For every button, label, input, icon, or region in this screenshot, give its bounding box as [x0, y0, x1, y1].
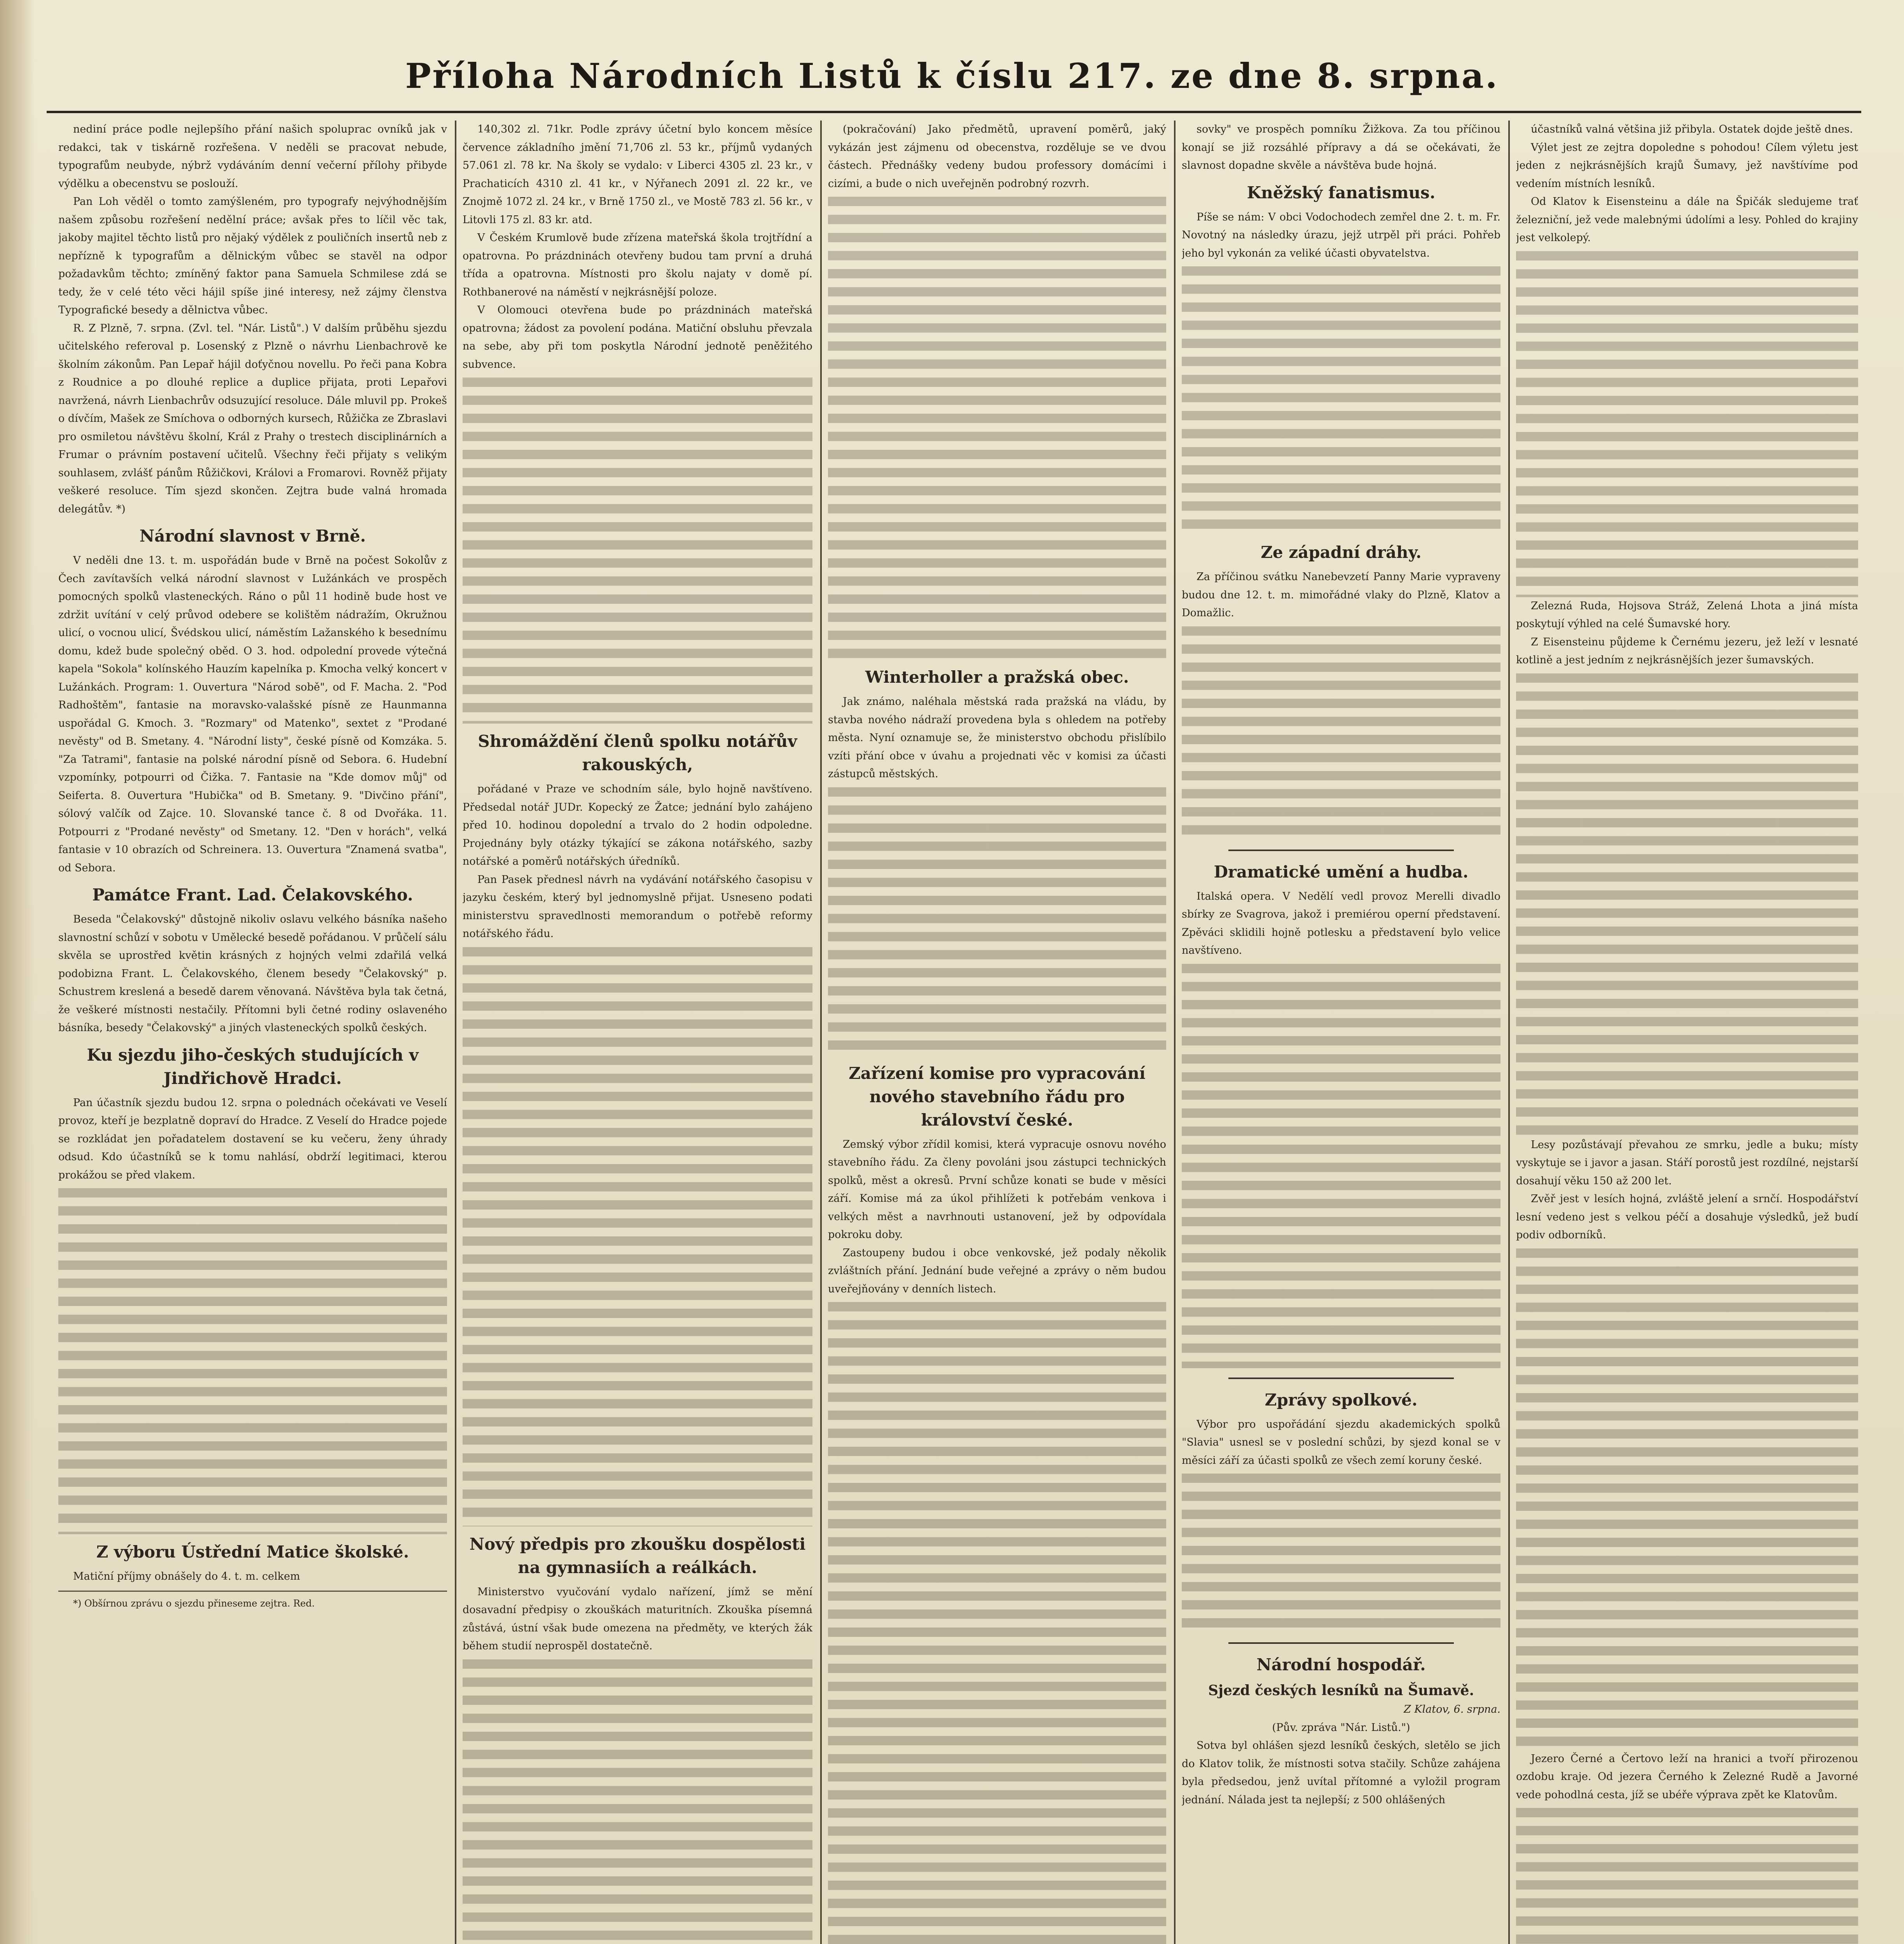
- article-paragraph: Zvěř jest v lesích hojná, zvláště jelení a srnčí. Hospodářství lesní vedeno jest s velkou péčí a dosahuje výsledků, jež budí podiv odborníků.: [1516, 1193, 1858, 1241]
- article-paragraph: sovky" ve prospěch pomníku Žižkova. Za tou příčinou konají se již rozsáhlé přípravy a dá se očekávati, že slavnost dopadne skvěle a návštěva bude hojná.: [1182, 123, 1500, 171]
- text-lines: [1516, 670, 1858, 1136]
- article-paragraph: Lesy pozůstávají převahou ze smrku, jedle a buku; místy vyskytuje se i javor a jasan. Stáří porostů jest rozdílné, nejstarší dosahují věku 150 až 200 let.: [1516, 1138, 1858, 1187]
- column-2: [463, 121, 812, 1944]
- column-divider: [820, 121, 822, 1944]
- article-paragraph: Z Eisensteinu půjdeme k Černému jezeru, jež leží v lesnaté kotlině a jest jedním z nejkrásnějších jezer šumavských.: [1516, 636, 1858, 666]
- text-lines: [1182, 960, 1500, 1368]
- article-paragraph: Zastoupeny budou i obce venkovské, jež podaly několik zvláštních přání. Jednání bude veřejné a zprávy o něm budou uveřejňovány v denních listech.: [828, 1246, 1166, 1295]
- text-lines: [828, 193, 1166, 659]
- article-paragraph: Píše se nám: V obci Vodochodech zemřel dne 2. t. m. Fr. Novotný na následky úrazu, jejž utrpěl při práci. Pohřeb jeho byl vykonán za veliké účasti obyvatelstva.: [1182, 211, 1500, 259]
- text-lines: [463, 1656, 812, 1944]
- article-heading: Ku sjezdu jiho-českých studujících v Jindřichově Hradci.: [87, 1045, 419, 1088]
- article-paragraph: Pan účastník sjezdu budou 12. srpna o polednách očekávati ve Veselí provoz, kteří je bezplatně dopraví do Hradce. Z Veselí do Hradce pojede se rozkládat jen pořadatelem dostavení se ku večeru, ženy úhrady odsud. Kdo účastníků se k tomu nahlásí, obdrží legitimaci, kterou prokážou se před vlakem.: [58, 1096, 447, 1181]
- article-paragraph: V Českém Krumlově bude zřízena mateřská škola trojtřídní a opatrovna. Po prázdninách otevřeny budou tam první a druhá třída a opatrovna. Místnosti pro školu najaty v domě pí. Rothbanerové na náměstí v nejkrásnější poloze.: [463, 232, 812, 298]
- article-paragraph: Zemský výbor zřídil komisi, která vypracuje osnovu nového stavebního řádu. Za členy povoláni jsou zástupci technických spolků, měst a okresů. První schůze konati se bude v měsíci září. Komise má za úkol přihlížeti k potřebám venkova i velkých měst a navrhnouti ustanovení, jež by odpovídala pokroku doby.: [828, 1138, 1166, 1241]
- article-paragraph: Výlet jest ze zejtra dopoledne s pohodou! Cílem výletu jest jeden z nejkrásnějších krajů Šumavy, jež navštívíme pod vedením místních lesníků.: [1516, 141, 1858, 190]
- article-paragraph: R. Z Plzně, 7. srpna. (Zvl. tel. "Nár. Listů".) V dalším průběhu sjezdu učitelského referoval p. Losenský z Plzně o návrhu Lienbachrově ke školním zákonům. Pan Lepař hájil doťyčnou novellu. Po řeči pana Kobra z Roudnice a po dlouhé replice a duplice přijata, proti Lepařovi navržená, návrh Lienbachrův odsuzující resoluce. Dále mluvil pp. Prokeš o dívčím, Mašek ze Smíchova o odborných kursech, Růžička ze Zbraslavi pro osmiletou návštěvu školní, Král z Prahy o trestech disciplinárních a Frumar o právním postavení učitelů. Všechny řeči přijaty s velikým souhlasem, zvlášť pánům Růžičkovi, Královi a Fromarovi. Rovněž přijaty veškeré resoluce. Tím sjezd skončen. Zejtra bude valná hromada delegátův. *): [58, 322, 447, 515]
- article-paragraph: Od Klatov k Eisensteinu a dále na Špičák sledujeme trať železniční, jež vede malebnými údolími a lesy. Pohled do krajiny jest velkolepý.: [1516, 196, 1858, 244]
- section-separator: [1228, 1642, 1454, 1644]
- text-lines: [1182, 622, 1500, 840]
- article-heading: Winterholler a pražská obec.: [865, 668, 1129, 687]
- article-heading: Památce Frant. Lad. Čelakovského.: [92, 885, 413, 904]
- article-heading: Zařízení komise pro vypracování nového stavebního řádu pro království české.: [849, 1063, 1146, 1129]
- article-paragraph: nediní práce podle nejlepšího přání našich spoluprac ovníků jak v redakci, tak v tiskárně rozřešena. V neděli se pracovat nebude, typografům neubyde, nýbrž vydáváním denní večerní přílohy přibyde výdělku a obecenstvu se poslouží.: [58, 123, 447, 190]
- article-paragraph: Za příčinou svátku Nanebevzetí Panny Marie vypraveny budou dne 12. t. m. mimořádné vlaky do Plzně, Klatov a Domažlic.: [1182, 571, 1500, 619]
- column-5: [1516, 121, 1858, 1944]
- column-3: [828, 121, 1166, 1944]
- article-paragraph: Pan Loh věděl o tomto zamýšleném, pro typografy nejvýhodnějším našem způsobu rozřešení nedělní práce; avšak přes to líčil věc tak, jakoby majitel těchto listů pro nějaký výdělek z pouličních insertů neb z nepřízně k typografům a dělnickým vůbec se stavěl na odpor požadavkům těchto; zmíněný faktor pana Samuela Schmilese zdá se tedy, že v celé této věci hájil spíše jiné interesy, než zájmy členstva Typografické besedy a dělnictva vůbec.: [58, 196, 447, 316]
- text-lines: [1516, 1245, 1858, 1750]
- article-heading: Sjezd českých lesníků na Šumavě.: [1208, 1682, 1474, 1699]
- text-lines: [828, 1298, 1166, 1944]
- article-heading: Z výboru Ústřední Matice školské.: [96, 1542, 409, 1561]
- article-paragraph: Pan Pasek přednesl návrh na vydávání notářského časopisu v jazyku českém, který byl jednomyslně přijat. Usneseno podati ministerstvu spravedlnosti memorandum o potřebě reformy notářského řádu.: [463, 873, 812, 940]
- page-edge-stain: [0, 0, 35, 1944]
- article-heading: Nový předpis pro zkoušku dospělosti na gymnasiích a reálkách.: [469, 1534, 806, 1577]
- dateline: Z Klatov, 6. srpna.: [1403, 1703, 1500, 1715]
- article-heading: Kněžský fanatismus.: [1247, 183, 1436, 202]
- article-paragraph: Jak známo, naléhala městská rada pražská na vládu, by stavba nového nádraží provedena byla s ohledem na potřeby města. Nyní oznamuje se, že ministerstvo obchodu přislíbilo vzíti přání obce v úvahu a projednati věc v komisi za účasti zástupců městských.: [828, 696, 1166, 780]
- text-lines: [1182, 1470, 1500, 1633]
- column-1: [58, 121, 447, 1944]
- article-paragraph: V neděli dne 13. t. m. uspořádán bude v Brně na počest Sokolův z Čech zavítavších velká národní slavnost v Lužánkách ve prospěch pomocných spolků vlasteneckých. Ráno o půl 11 hodině bude host ve zdržit uvítání v celý průvod odebere se kolištěm nádražím, Okružnou ulicí, o vocnou ulicí, Švédskou ulicí, náměstím Lažanského k besednímu domu, kdež bude společný oběd. O 3. hod. odpolední provede výtečná kapela "Sokola" kolínského Hauzím kapelníka p. Kmocha velký koncert v Lužánkách. Program: 1. Ouvertura "Národ sobě", od F. Macha. 2. "Pod Radhoštěm", fantasie na moravsko-valašské písně ze Haunmanna uspořádal G. Kmoch. 3. "Rozmary" od Matenko", sextet z "Prodané nevěsty" od B. Smetany. 4. "Národní listy", české písně od Komzáka. 5. "Za Tatrami", fantasie na polské národní písně od Sebora. 6. Hudební vzpomínky, potpourri od Čižka. 7. Fantasie na "Kde domov můj" od Seiferta. 8. Ouvertura "Hubička" od B. Smetany. 9. "Divčino přání", sólový valčík od Zajce. 10. Slovanské tance č. 8 od Dvořáka. 11. Potpourri z "Prodané nevěsty" od Smetany. 12. "Den v horách", velká fantasie v 10 obrazích od Schreinera. 13. Ouvertura "Znamená svatba", od Sebora.: [58, 554, 447, 874]
- supplement-title: Příloha Národních Listů k číslu 217. ze dne 8. srpna.: [405, 56, 1499, 96]
- section-heading: Dramatické umění a hudba.: [1214, 862, 1469, 881]
- section-separator: [1228, 1378, 1454, 1379]
- text-lines: [58, 1184, 447, 1534]
- article-paragraph: Ministerstvo vyučování vydalo nařízení, jímž se mění dosavadní předpisy o zkouškách maturitních. Zkouška písemná zůstává, ústní však bude omezena na předměty, ve kterých žák během studií neprospěl dostatečně.: [463, 1586, 812, 1652]
- article-paragraph: pořádané v Praze ve schodním sále, bylo hojně navštíveno. Předsedal notář JUDr. Kopecký ze Žatce; jednání bylo zahájeno před 10. hodinou dopolední a trvalo do 2 hodin odpoledne. Projednány byly otázky týkající se zákona notářského, sazby notářské a poměrů notářských úředníků.: [463, 783, 812, 867]
- text-lines: [828, 783, 1166, 1056]
- section-heading: Zprávy spolkové.: [1265, 1390, 1418, 1409]
- text-lines: [1516, 1804, 1858, 1944]
- article-paragraph: Jezero Černé a Čertovo leží na hranici a tvoří přirozenou ozdobu kraje. Od jezera Černého k Zelezné Rudě a Javorné vede pohodlná cesta, jíž se ubéře výprava zpět ke Klatovům.: [1516, 1752, 1858, 1801]
- column-divider: [1508, 121, 1510, 1944]
- article-paragraph: Matiční příjmy obnášely do 4. t. m. celkem: [73, 1570, 300, 1582]
- text-lines: [1182, 262, 1500, 535]
- masthead: [35, 47, 1869, 105]
- source-note: (Pův. zpráva "Nár. Listů."): [1272, 1721, 1410, 1734]
- header-rule: [47, 111, 1861, 117]
- column-divider: [455, 121, 456, 1944]
- text-lines: [1516, 247, 1858, 597]
- section-separator: [1228, 850, 1454, 851]
- text-lines: [463, 943, 812, 1526]
- article-paragraph: Zelezná Ruda, Hojsova Stráž, Zelená Lhota a jiná místa poskytují výhled na celé Šumavské hory.: [1516, 600, 1858, 630]
- article-paragraph: Beseda "Čelakovský" důstojně nikoliv oslavu velkého básníka našeho slavnostní schůzí v sobotu v Umělecké besedě pořádanou. V průčelí sálu skvěla se uprostřed květin krásných z hojných velmi zdařilá velká podobizna Frant. L. Čelakovského, členem besedy "Čelakovský" p. Schustrem kreslená a besedě darem věnovaná. Návštěva byla tak četná, že veškeré místnosti nestačily. Přítomni byli četné rodiny oslaveného básníka, besedy "Čelakovský" a jiných vlasteneckých spolků českých.: [58, 913, 447, 1034]
- article-paragraph: 140,302 zl. 71kr. Podle zprávy účetní bylo koncem měsíce července základního jmění 71,706 zl. 53 kr., příjmů vydaných 57.061 zl. 78 kr. Na školy se vydalo: v Liberci 4305 zl. 23 kr., v Prachaticích 4310 zl. 41 kr., v Nýřanech 2091 zl. 22 kr., ve Znojmě 1072 zl. 24 kr., v Brně 1750 zl., ve Mostě 783 zl. 56 kr., v Litovli 175 zl. 83 kr. atd.: [463, 123, 812, 226]
- article-heading: Shromáždění členů spolku notářův rakouských,: [478, 732, 797, 774]
- column-divider: [1174, 121, 1176, 1944]
- article-paragraph: (pokračování) Jako předmětů, upravení poměrů, jaký vykázán jest zájmenu od obecenstva, rozděluje se ve dvou částech. Přednášky vedeny budou professory domácími i cizími, a bude o nich uveřejněn podrobný rozvrh.: [828, 123, 1166, 190]
- article-paragraph: Italská opera. V Nedělí vedl provoz Merelli divadlo sbírky ze Svagrova, jakož i premiérou operní představení. Zpěváci sklidili hojně potlesku a představení bylo velice navštíveno.: [1182, 890, 1500, 956]
- article-paragraph: Výbor pro uspořádání sjezdu akademických spolků "Slavia" usnesl se v poslední schůzi, by sjezd konal se v měsíci září za účasti spolků ze všech zemí koruny české.: [1182, 1418, 1500, 1467]
- article-paragraph: Sotva byl ohlášen sjezd lesníků českých, sletělo se jich do Klatov tolik, že místnosti sotva stačily. Schůze zahájena byla předsedou, jenž uvítal přítomné a vyložil program jednání. Nálada jest ta nejlepší; z 500 ohlášených: [1182, 1739, 1500, 1806]
- article-paragraph: účastníků valná většina již přibyla. Ostatek dojde ještě dnes.: [1531, 123, 1853, 135]
- article-heading: Ze západní dráhy.: [1261, 543, 1422, 562]
- article-paragraph: V Olomouci otevřena bude po prázdninách mateřská opatrovna; žádost za povolení podána. Matiční obsluhu převzala na sebe, aby při tom poskytla Národní jednotě peněžitého subvence.: [463, 304, 812, 371]
- text-lines: [463, 374, 812, 724]
- footnote: *) Obšírnou zprávu o sjezdu přineseme zejtra. Red.: [58, 1591, 447, 1611]
- column-4: [1182, 121, 1500, 1944]
- article-heading: Národní slavnost v Brně.: [139, 526, 366, 545]
- section-heading: Národní hospodář.: [1256, 1655, 1426, 1674]
